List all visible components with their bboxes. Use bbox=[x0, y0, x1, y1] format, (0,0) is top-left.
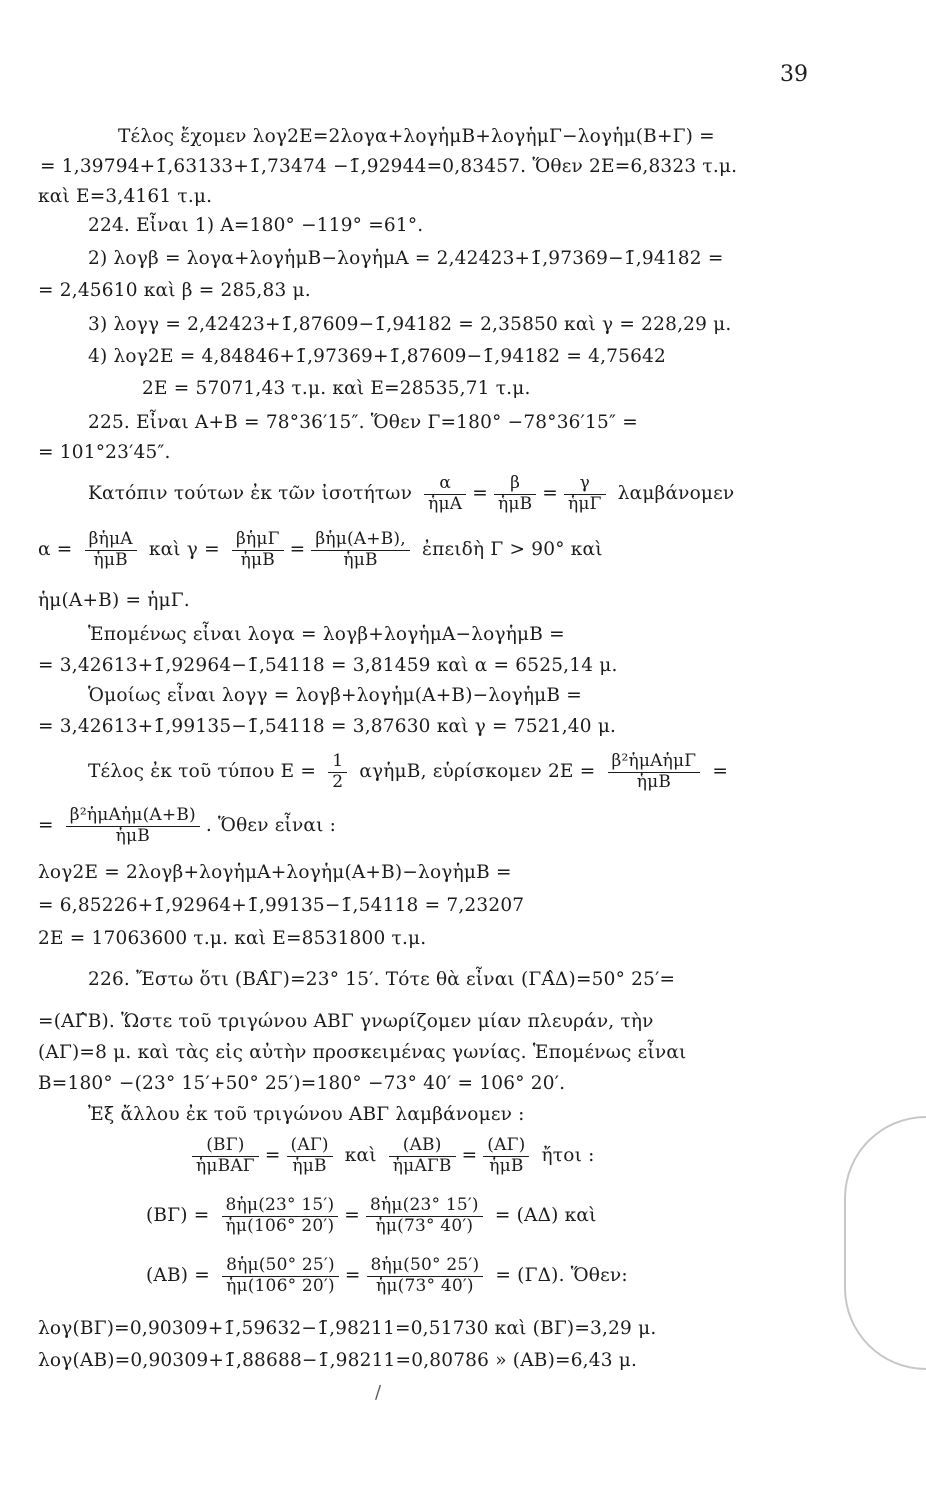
text-line: Β=180° −(23° 15′+50° 25′)=180° −73° 40′ = 106° 20′. bbox=[38, 1073, 566, 1094]
text-line: = 2,45610 καὶ β = 285,83 μ. bbox=[38, 280, 311, 301]
denominator: ἡμΒ bbox=[292, 1155, 327, 1176]
text-line: 2Ε = 17063600 τ.μ. καὶ Ε=8531800 τ.μ. bbox=[38, 928, 427, 949]
fraction bbox=[367, 1256, 484, 1296]
numerator: βἡμΑ bbox=[85, 530, 137, 551]
equation-ab: (ΑΒ) = $\frac{\text{8ἡμ(50° 25′)}}{\text{ἡμ(106° 20′)}}$ = $\frac{\text{8ἡμ(50° 25′)}}{\text{ἡμ(73° 40′)}}$ = (ΓΔ). Ὅθεν: bbox=[146, 1255, 628, 1296]
text-line: 3) λογγ = 2,42423+1̄,87609−1̄,94182 = 2,35850 καὶ γ = 228,29 μ. bbox=[88, 314, 732, 335]
denominator: ἡμΒ bbox=[497, 493, 533, 514]
fraction bbox=[608, 752, 701, 792]
fraction bbox=[311, 530, 410, 570]
numerator: (ΑΓ) bbox=[287, 1136, 333, 1157]
fraction bbox=[85, 530, 137, 570]
text-line: καὶ Ε=3,4161 τ.μ. bbox=[38, 186, 213, 207]
text-line: ἡμ(Α+Β) = ἡμΓ. bbox=[38, 590, 190, 611]
page-number: 39 bbox=[780, 62, 808, 87]
text-line: = 1,39794+1̄,63133+1̄,73474 −1̄,92944=0,83457. Ὅθεν 2Ε=6,8323 τ.μ. bbox=[40, 156, 738, 177]
fraction bbox=[222, 1196, 339, 1236]
text-line: Ἐξ ἄλλου ἐκ τοῦ τριγώνου ΑΒΓ λαμβάνομεν : bbox=[88, 1104, 525, 1125]
text-segment: λαμβάνομεν bbox=[617, 483, 735, 505]
fraction bbox=[66, 806, 200, 846]
fraction bbox=[328, 752, 347, 792]
numerator: 8ἡμ(23° 15′) bbox=[222, 1196, 339, 1217]
denominator: ἡμΒ bbox=[343, 549, 378, 570]
numerator: γ bbox=[564, 474, 606, 495]
equation-area: Τέλος ἐκ τοῦ τύπου Ε = $\frac{1}{2}$ αγἡμΒ, εὑρίσκομεν 2Ε = $\frac{\text{β²ἡμΑἡμΓ}}{\text{ἡμΒ}}$ = bbox=[88, 751, 729, 792]
text-line: Ἑπομένως εἶναι λογα = λογβ+λογἡμΑ−λογἡμΒ = bbox=[88, 624, 565, 645]
numerator: β bbox=[494, 474, 536, 495]
text-line: Ὁμοίως εἶναι λογγ = λογβ+λογἡμ(Α+Β)−λογἡμΒ = bbox=[88, 685, 582, 706]
denominator: ἡμΒΑΓ bbox=[196, 1155, 255, 1176]
numerator: 8ἡμ(23° 15′) bbox=[366, 1196, 483, 1217]
equation-ratios: Κατόπιν τούτων ἐκ τῶν ἰσοτήτων $\frac{\alpha}{\text{ἡμΑ}}$ = $\frac{\beta}{\text{ἡμΒ}}$ = $\frac{\gamma}{\text{ἡμΓ}}$ λαμβάνομεν bbox=[88, 473, 735, 514]
text-line: (ΑΓ)=8 μ. καὶ τὰς εἰς αὐτὴν προσκειμένας γωνίας. Ἑπομένως εἶναι bbox=[38, 1042, 687, 1063]
numerator: (ΑΒ) bbox=[389, 1136, 456, 1157]
text-line: 2Ε = 57071,43 τ.μ. καὶ Ε=28535,71 τ.μ. bbox=[142, 378, 531, 399]
numerator: (ΑΓ) bbox=[483, 1136, 529, 1157]
denominator: ἡμΒ bbox=[93, 549, 128, 570]
denominator: ἡμΑ bbox=[428, 493, 463, 514]
denominator: ἡμ(106° 20′) bbox=[226, 1275, 335, 1296]
equation-bg: (ΒΓ) = $\frac{\text{8ἡμ(23° 15′)}}{\text{ἡμ(106° 20′)}}$ = $\frac{\text{8ἡμ(23° 15′)}}{\text{ἡμ(73° 40′)}}$ = (ΑΔ) καὶ bbox=[146, 1195, 597, 1236]
numerator: β²ἡμΑἡμΓ bbox=[608, 752, 701, 773]
section-225: 225. Εἶναι Α+Β = 78°36′15″. Ὅθεν Γ=180° −78°36′15″ = bbox=[88, 412, 638, 433]
fraction bbox=[494, 474, 536, 514]
section-226: 226. Ἔστω ὅτι (ΒΑ̂Γ)=23° 15′. Τότε θὰ εἶναι (ΓΑ̂Δ)=50° 25′= bbox=[88, 969, 676, 990]
text-segment: (ΑΒ) = bbox=[146, 1265, 210, 1287]
denominator: ἡμΒ bbox=[240, 549, 275, 570]
equation-sides: α = $\frac{\text{βἡμΑ}}{\text{ἡμΒ}}$ καὶ γ = $\frac{\text{βἡμΓ}}{\text{ἡμΒ}}$ = $\frac{\text{βἡμ(Α+Β),}}{\text{ἡμΒ}}$ ἐπειδὴ Γ > 90° καὶ bbox=[38, 529, 603, 570]
denominator: ἡμ(106° 20′) bbox=[225, 1215, 335, 1236]
fraction bbox=[232, 530, 284, 570]
fraction bbox=[389, 1136, 456, 1176]
text-line: = 3,42613+1̄,99135−1̄,54118 = 3,87630 καὶ γ = 7521,40 μ. bbox=[38, 716, 617, 737]
numerator: (ΒΓ) bbox=[192, 1136, 259, 1157]
numerator: βἡμ(Α+Β), bbox=[311, 530, 410, 551]
text-line: 4) λογ2Ε = 4,84846+1̄,97369+1̄,87609−1̄,94182 = 4,75642 bbox=[88, 346, 667, 367]
text-segment: ἐπειδὴ Γ > 90° καὶ bbox=[421, 539, 603, 561]
fraction bbox=[483, 1136, 529, 1176]
text-segment: Τέλος ἐκ τοῦ τύπου Ε = bbox=[88, 761, 317, 783]
numerator: 8ἡμ(50° 25′) bbox=[367, 1256, 484, 1277]
text-segment: α = bbox=[38, 539, 73, 561]
text-line: λογ2Ε = 2λογβ+λογἡμΑ+λογἡμ(Α+Β)−λογἡμΒ = bbox=[38, 862, 512, 883]
numerator: 1 bbox=[328, 752, 347, 773]
text-line: = 6,85226+1̄,92964+1̄,99135−1̄,54118 = 7,23207 bbox=[38, 895, 525, 916]
text-segment: καὶ bbox=[344, 1145, 377, 1167]
fraction bbox=[366, 1196, 483, 1236]
fraction bbox=[192, 1136, 259, 1176]
text-line: = 3,42613+1̄,92964−1̄,54118 = 3,81459 καὶ α = 6525,14 μ. bbox=[38, 655, 618, 676]
denominator: ἡμ(73° 40′) bbox=[376, 1275, 474, 1296]
fraction bbox=[564, 474, 606, 514]
denominator: ἡμ(73° 40′) bbox=[375, 1215, 474, 1236]
text-line: λογ(ΑΒ)=0,90309+1̄,88688−1̄,98211=0,80786 » (ΑΒ)=6,43 μ. bbox=[38, 1350, 638, 1371]
text-line: = 101°23′45″. bbox=[38, 442, 171, 463]
text-line: =(ΑΓ̂Β). Ὥστε τοῦ τριγώνου ΑΒΓ γνωρίζομεν μίαν πλευράν, τὴν bbox=[38, 1011, 654, 1032]
fraction bbox=[287, 1136, 333, 1176]
fraction bbox=[424, 474, 466, 514]
fraction bbox=[222, 1256, 339, 1296]
text-segment: καὶ γ = bbox=[148, 539, 220, 561]
text-segment: (ΒΓ) = bbox=[146, 1205, 210, 1227]
text-segment: Κατόπιν τούτων ἐκ τῶν ἰσοτήτων bbox=[88, 483, 413, 505]
section-224: 224. Εἶναι 1) Α=180° −119° =61°. bbox=[88, 215, 424, 236]
text-line: 2) λογβ = λογα+λογἡμΒ−λογἡμΑ = 2,42423+1̄,97369−1̄,94182 = bbox=[88, 248, 724, 269]
text-segment: = (ΑΔ) καὶ bbox=[494, 1205, 597, 1227]
numerator: α bbox=[424, 474, 466, 495]
text-segment: = (ΓΔ). Ὅθεν: bbox=[495, 1265, 628, 1287]
pencil-mark-icon: / bbox=[375, 1382, 382, 1403]
numerator: βἡμΓ bbox=[232, 530, 284, 551]
library-stamp-icon bbox=[844, 1116, 926, 1370]
denominator: ἡμΒ bbox=[489, 1155, 524, 1176]
denominator: ἡμΓ bbox=[567, 493, 602, 514]
denominator: ἡμΒ bbox=[636, 771, 672, 792]
equation-area-cont: = $\frac{\text{β²ἡμΑἡμ(Α+Β)}}{\text{ἡμΒ}}$ . Ὅθεν εἶναι : bbox=[38, 805, 337, 846]
numerator: 8ἡμ(50° 25′) bbox=[222, 1256, 339, 1277]
text-line: Τέλος ἔχομεν λογ2Ε=2λογα+λογἡμΒ+λογἡμΓ−λογἡμ(Β+Γ) = bbox=[118, 126, 715, 147]
text-segment: . Ὅθεν εἶναι : bbox=[205, 815, 337, 837]
denominator: 2 bbox=[332, 771, 344, 792]
text-line: λογ(ΒΓ)=0,90309+1̄,59632−1̄,98211=0,51730 καὶ (ΒΓ)=3,29 μ. bbox=[38, 1318, 657, 1339]
denominator: ἡμΒ bbox=[115, 825, 150, 846]
denominator: ἡμΑΓΒ bbox=[392, 1155, 452, 1176]
equation-sine-law: $\frac{(B\Gamma)}{\text{ἡμΒΑΓ}}$ = $\frac{(A\Gamma)}{\text{ἡμΒ}}$ καὶ $\frac{(AB)}{\text{ἡμΑΓΒ}}$ = $\frac{(A\Gamma)}{\text{ἡμΒ}}$ ἤτοι : bbox=[186, 1136, 595, 1176]
text-segment: αγἡμΒ, εὑρίσκομεν 2Ε = bbox=[359, 761, 596, 783]
numerator: β²ἡμΑἡμ(Α+Β) bbox=[66, 806, 200, 827]
text-segment: ἤτοι : bbox=[541, 1145, 595, 1167]
